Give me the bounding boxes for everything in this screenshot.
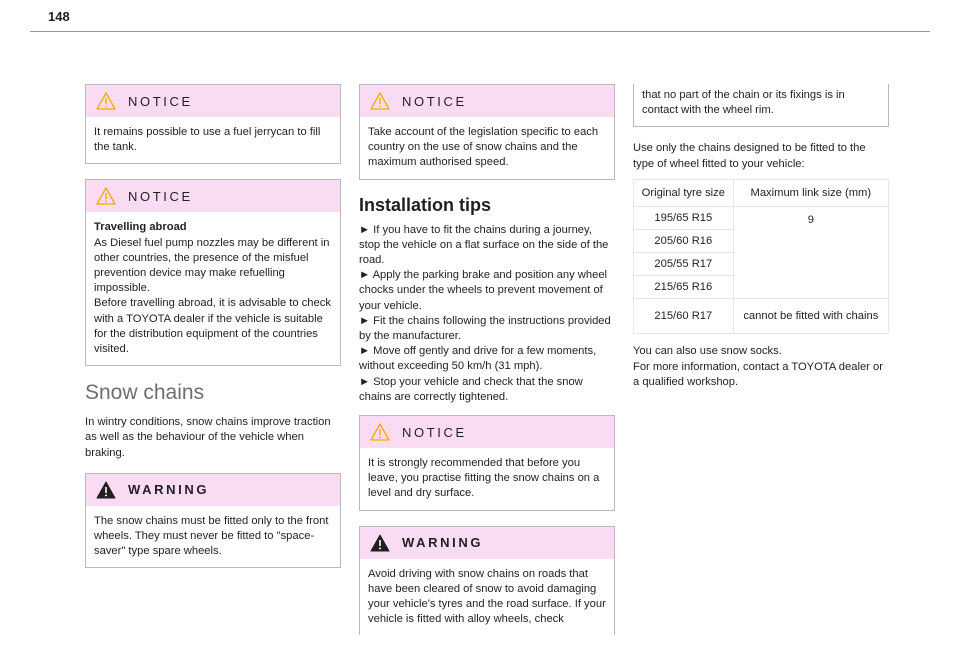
page-number: 148 xyxy=(48,9,70,24)
warning-box-continued xyxy=(633,84,889,127)
warning-box-cleared-roads xyxy=(359,526,615,636)
column-1 xyxy=(85,84,341,583)
notice-text: As Diesel fuel pump nozzles may be different in other countries, the presence of the misfuel prevention device may make refuelling impossible. xyxy=(94,236,330,295)
warning-title: WARNING xyxy=(402,535,484,551)
notice-title: NOTICE xyxy=(402,93,467,109)
notice-triangle-icon xyxy=(370,92,390,110)
tyre-size-cell: 215/60 R17 xyxy=(634,299,734,334)
column-3 xyxy=(633,84,889,390)
notice-header xyxy=(360,85,614,117)
warning-text: Avoid driving with snow chains on roads that have been cleared of snow to avoid damaging your vehicle's tyres and the road surface. If your vehicle is fitted with alloy wheels, check xyxy=(368,567,606,626)
contact-text: For more information, contact a TOYOTA dealer or a qualified workshop. xyxy=(633,360,883,388)
notice-triangle-icon xyxy=(370,423,390,441)
notice-box-travelling-abroad xyxy=(85,179,341,366)
notice-box-legislation xyxy=(359,84,615,180)
column-2 xyxy=(359,84,615,635)
notice-title: NOTICE xyxy=(128,93,193,109)
warning-title: WARNING xyxy=(128,482,210,498)
notice-triangle-icon xyxy=(96,187,116,205)
tyre-size-cell: 195/65 R15 xyxy=(634,207,734,230)
notice-heading: Travelling abroad xyxy=(94,221,187,234)
notice-text: Take account of the legislation specific to each country on the use of snow chains and the maximum authorised speed. xyxy=(368,126,599,169)
notice-triangle-icon xyxy=(96,92,116,110)
warning-header xyxy=(360,527,614,559)
notice-text: Before travelling abroad, it is advisable to check with a TOYOTA dealer if the vehicle is suitable for the distribution equipment of the countries visited. xyxy=(94,297,331,356)
notice-header xyxy=(360,416,614,448)
notice-text: It is strongly recommended that before you leave, you practise fitting the snow chains on a level and dry surface. xyxy=(368,457,600,500)
tyre-size-cell: 205/55 R17 xyxy=(634,253,734,276)
step-item: ► Move off gently and drive for a few moments, without exceeding 50 km/h (31 mph). xyxy=(359,345,597,373)
notice-box-jerrycan xyxy=(85,84,341,164)
warning-triangle-icon xyxy=(370,534,390,552)
notice-text: It remains possible to use a fuel jerrycan to fill the tank. xyxy=(94,126,321,154)
warning-text: that no part of the chain or its fixings is in contact with the wheel rim. xyxy=(642,89,845,117)
tyre-chain-table xyxy=(633,179,889,335)
step-item: ► If you have to fit the chains during a journey, stop the vehicle on a flat surface on the side of the road. xyxy=(359,223,609,267)
section-title-installation-tips: Installation tips xyxy=(359,194,492,215)
link-size-cell: 9 xyxy=(733,207,888,299)
table-row xyxy=(634,299,889,334)
snow-socks-text: You can also use snow socks. xyxy=(633,345,782,358)
section-title-snow-chains: Snow chains xyxy=(85,381,205,405)
notice-header xyxy=(86,85,340,117)
header-rule xyxy=(30,31,930,32)
step-item: ► Apply the parking brake and position any wheel chocks under the wheels to prevent movement of your vehicle. xyxy=(359,269,608,312)
notice-title: NOTICE xyxy=(128,188,193,204)
table-header-cell: Original tyre size xyxy=(634,179,734,207)
step-item: ► Fit the chains following the instructions provided by the manufacturer. xyxy=(359,314,611,343)
tyre-size-cell: 205/60 R16 xyxy=(634,230,734,253)
notice-header xyxy=(86,180,340,212)
warning-text: The snow chains must be fitted only to the front wheels. They must never be fitted to "space-saver" type spare wheels. xyxy=(94,514,329,558)
table-header-cell: Maximum link size (mm) xyxy=(733,179,888,207)
table-intro: Use only the chains designed to be fitted to the type of wheel fitted to your vehicle: xyxy=(633,142,866,170)
notice-box-practise xyxy=(359,415,615,511)
installation-steps xyxy=(359,223,615,405)
intro-paragraph: In wintry conditions, snow chains improve traction as well as the behaviour of the vehicle when braking. xyxy=(85,416,331,459)
warning-header xyxy=(86,474,340,506)
step-item: ► Stop your vehicle and check that the snow chains are correctly tightened. xyxy=(359,375,583,403)
warning-triangle-icon xyxy=(96,481,116,499)
warning-box-front-wheels xyxy=(85,473,341,569)
table-header-row xyxy=(634,179,889,207)
tyre-size-cell: 215/65 R16 xyxy=(634,276,734,299)
link-size-cell: cannot be fitted with chains xyxy=(733,299,888,334)
table-row xyxy=(634,207,889,230)
notice-title: NOTICE xyxy=(402,424,467,440)
